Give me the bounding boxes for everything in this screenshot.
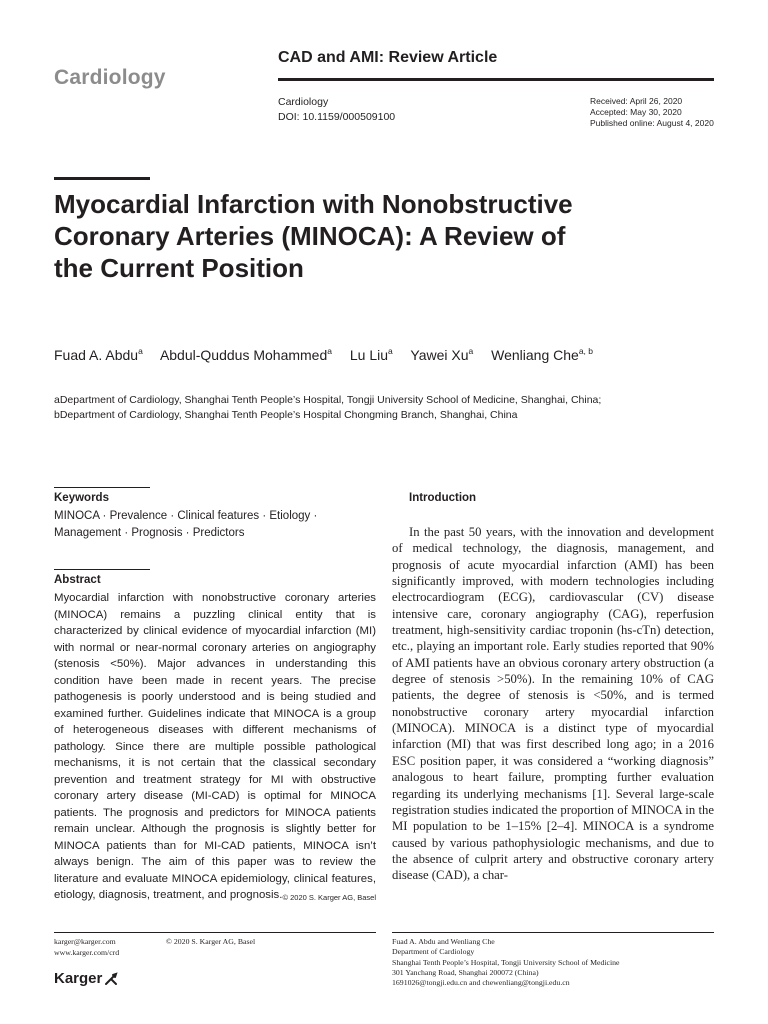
footer-copyright: © 2020 S. Karger AG, Basel <box>166 937 256 946</box>
author-name <box>410 347 473 363</box>
author-affiliation-marker: a <box>327 346 332 356</box>
affiliations <box>54 393 654 423</box>
article-title: Myocardial Infarction with Nonobstructive Coronary Arteries (MINOCA): A Review of the Current Position <box>54 189 573 283</box>
author-name <box>160 347 332 363</box>
journal-logo: Cardiology <box>54 66 166 89</box>
karger-mark-icon <box>104 972 118 986</box>
affiliation-a: aDepartment of Cardiology, Shanghai Tenth People’s Hospital, Tongji University School of Medicine, Shanghai, China; <box>54 394 602 406</box>
correspondence-line: 301 Yanchang Road, Shanghai 200072 (China) <box>392 967 539 977</box>
accepted-date: Accepted: May 30, 2020 <box>590 107 682 117</box>
author-affiliation-marker: a, b <box>578 346 594 356</box>
correspondence-line: Shanghai Tenth People’s Hospital, Tongji University School of Medicine <box>392 957 620 967</box>
author-affiliation-marker: a <box>388 346 393 356</box>
publisher-website[interactable]: www.karger.com/crd <box>54 947 120 957</box>
author-name-text: Wenliang Che <box>491 347 579 363</box>
author-name-text: Lu Liu <box>349 347 389 363</box>
header-rule <box>278 78 714 81</box>
keywords-heading: Keywords <box>54 492 109 504</box>
correspondence-line: Department of Cardiology <box>392 947 475 957</box>
publisher-name: Karger <box>54 970 103 987</box>
abstract-body <box>54 590 376 907</box>
author-affiliation-marker: a <box>138 346 143 356</box>
journal-name: Cardiology <box>278 96 329 108</box>
abstract-heading: Abstract <box>54 574 101 586</box>
abstract-paragraph: Myocardial infarction with nonobstructive coronary arteries (MINOCA) remains a puzzling clinical entity that is characterized by clinical evidence of myocardial infarction (MI) with normal or near-normal coronary arteries on angiography (stenosis <50%). Major advances in understanding this condition have been made in recent years. The precise pathogenesis is poorly understood and is being studied and examined further. Guidelines indicate that MINOCA is a group of heterogeneous diseases with different mechanisms of pathology. Since there are multiple possible pathological mechanisms, it is not certain that the classical secondary prevention and treatment strategy for MI with obstructive coronary artery disease (MI-CAD) is optimal for MINOCA patients. The prognosis and predictors for MINOCA patients remain unclear. Although the prognosis is slightly better for MINOCA patients than for MI-CAD patients, MINOCA isn’t always benign. The aim of this paper was to review the literature and evaluate MINOCA epidemiology, clinical features, etiology, diagnosis, treatment, and prognosis. <box>54 592 376 901</box>
title-rule <box>54 177 150 180</box>
introduction-body: In the past 50 years, with the innovation and development of medical technology, the diagnosis, management, and prognosis of acute myocardial infarction (AMI) has been significantly improved, with modern technologies including electrocardiogram (ECG), cardiovascular (CV) disease intensive care, coronary angiography (CAG), reperfusion treatment, high-sensitivity cardiac troponin (hs-cTn) detection, etc., playing an important role. Early studies reported that 90% of AMI patients have an obvious coronary artery obstruction (a degree of stenosis >50%). In the remaining 10% of CAG patients, the degree of stenosis is <50%, and is termed nonobstructive coronary artery myocardial infarction (MINOCA). MINOCA is a distinct type of myocardial infarction (MI) that was first described long ago; in a 2016 ESC position paper, it was considered a “working diagnosis” analogous to heart failure, prompting further evaluation regarding its underlying mechanisms [1]. Several large-scale registration studies indicated the proportion of MINOCA in the MI population to be 1–15% [2–4]. MINOCA is a syndrome caused by various pathophysiologic mechanisms, and due to the absence of culprit artery and obstructive coronary artery disease (CAD), a char- <box>392 525 714 883</box>
correspondence-line: Fuad A. Abdu and Wenliang Che <box>392 937 495 946</box>
author-name-text: Abdul-Quddus Mohammed <box>159 347 328 363</box>
introduction-heading: Introduction <box>409 492 477 504</box>
keywords-rule <box>54 487 150 488</box>
published-date: Published online: August 4, 2020 <box>590 118 714 128</box>
affiliation-b: bDepartment of Cardiology, Shanghai Tenth People’s Hospital Chongming Branch, Shanghai, China <box>54 409 518 421</box>
correspondence-line[interactable]: 1691026@tongji.edu.cn and chewenliang@tongji.edu.cn <box>392 978 570 988</box>
abstract-rule <box>54 569 150 570</box>
received-date: Received: April 26, 2020 <box>590 96 683 106</box>
doi[interactable]: DOI: 10.1159/000509100 <box>278 111 396 123</box>
journal-meta <box>278 95 395 125</box>
author-name-text: Yawei Xu <box>410 347 469 363</box>
author-name <box>491 347 593 363</box>
keywords-text: MINOCA · Prevalence · Clinical features · Etiology · Management · Prognosis · Predictors <box>54 510 318 539</box>
section-header: CAD and AMI: Review Article <box>278 49 498 66</box>
publisher-logo <box>54 970 118 987</box>
abstract-copyright: © 2020 S. Karger AG, Basel <box>282 893 376 902</box>
article-dates <box>590 96 714 129</box>
author-name <box>54 347 143 363</box>
author-list <box>54 340 614 366</box>
footer-contact <box>54 937 119 958</box>
author-name-text: Fuad A. Abdu <box>54 347 139 363</box>
author-affiliation-marker: a <box>468 346 474 356</box>
publisher-email[interactable]: karger@karger.com <box>54 937 116 946</box>
author-name <box>350 347 393 363</box>
correspondence <box>392 937 620 988</box>
footer-rule-right <box>392 932 714 933</box>
footer-rule-left <box>54 932 376 933</box>
